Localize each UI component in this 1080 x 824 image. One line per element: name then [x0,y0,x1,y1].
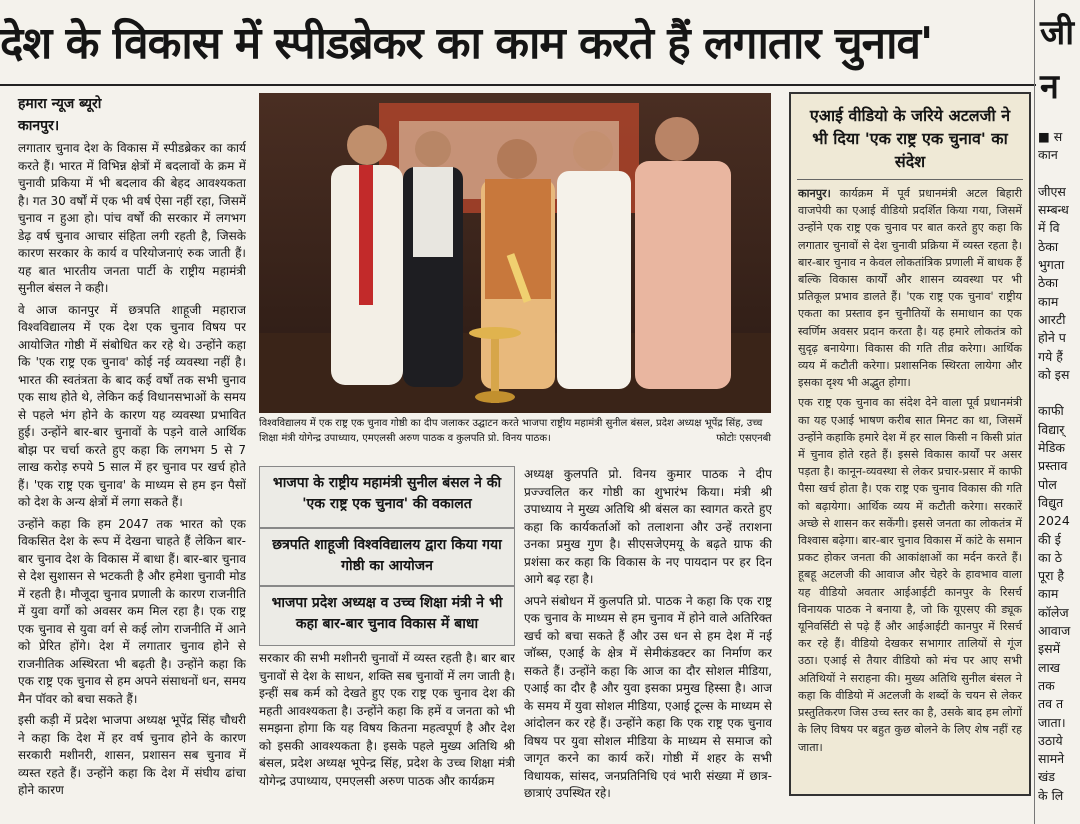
next-story-line: होने प [1038,330,1066,346]
highlight-2: छत्रपति शाहूजी विश्वविद्यालय द्वारा किया गया गोष्ठी का आयोजन [259,528,515,586]
next-headline: जी [1040,13,1075,53]
next-story-line: काम [1038,586,1059,602]
next-story-line: पोल [1038,476,1057,492]
left-paragraph: उन्होंने कहा कि हम 2047 तक भारत को एक विकसित देश के रूप में देखना चाहते हैं लेकिन बार-बार चुनाव देश के विकास में बाधा हैं। बार-बार चुनाव से देश सुशासन से भटकती है और हमेशा चुनावी मोड में रहती है। मौजूदा चुनाव प्रणाली के कारण राजनीति में युवा वर्गों को अवसर कम मिल रहा है। एक राष्ट्र एक चुनाव से युवा वर्ग से कई लोग राजनीति में आने को प्रेरित होंगे। देश में लगातार चुनाव होने से राजनीतिक अस्थिरता भी बढ़ती है। उन्होंने कहा कि एक राष्ट्र एक चुनाव से हम अपने संसाधनों धन, समय मैन पॉवर को बचा सकते हैं। [18,516,246,706]
column-divider [1034,0,1035,824]
next-story-line: गये हैं [1038,348,1063,364]
left-paragraph: इसी कड़ी में प्रदेश भाजपा अध्यक्ष भूपेंद्र सिंह चौधरी ने कहा कि देश में हर वर्ष चुनाव होने के कारण सरकारी मशीनरी, शासन, प्रशासन सब चुनाव में व्यस्त रहते हैं। उन्होंने कहा कि देश में संघीय ढांचा होने कारण [18,713,246,797]
right-paragraph: अपने संबोधन में कुलपति प्रो. पाठक ने कहा कि एक राष्ट्र एक चुनाव के माध्यम से हम चुनाव में होने वाले अतिरिक्त खर्च को बचा सकते हैं और उस धन से हम देश में नई जॉब्स, एआई के क्षेत्र में सेमीकंडक्टर का निर्माण कर सकते हैं। उन्होंने कहा कि आज का दौर सोशल मीडिया, एआई का दौर है और युवा इसका प्रमुख हिस्सा है। आज के समय में युवा सोशल मीडिया, एआई टूल्स के माध्यम से आंदोलन कर रहे हैं। उन्होंने कहा कि एक राष्ट्र एक चुनाव विषय पर युवा सोशल मीडिया के माध्यम से समाज को जागृत करने का कार्य करें। गोष्ठी में शहर के सभी विधायक, सांसद, जनप्रतिनिधि एवं भारी संख्या में छात्र-छात्राएं उपस्थित रहे। [524,593,772,800]
next-story-line: की ई [1038,531,1061,547]
next-story-line: खंड [1038,769,1055,785]
right-paragraph: अध्यक्ष कुलपति प्रो. विनय कुमार पाठक ने दीप प्रज्ज्वलित कर गोष्ठी का शुभारंभ किया। मंत्री श्री उपाध्याय ने मुख्य अतिथि श्री बंसल का स्वागत करते हुए कहा कि कार्यकर्ताओं को तलाशना और उन्हें तराशना उनका प्रमुख गुण है। सीएसजेएमयू के बढ़ते ग्राफ की प्रशंसा कर कहा कि विकास के नए पायदान पर हर दिन आगे बढ़ रहा है। [524,467,772,586]
next-story-line: कान [1038,147,1058,163]
photo-credit: फोटोः एसएनबी [716,433,771,444]
next-story-line: इसमें [1038,641,1061,657]
next-story-line: जीएस [1038,183,1066,199]
left-paragraph: लगातार चुनाव देश के विकास में स्पीडब्रेकर का कार्य करते हैं। भारत में विभिन्न क्षेत्रों में बदलावों के क्रम में चुनावी प्रकिया में भी बदलाव की बेहद आवश्यकता है। गत 30 वर्षों में एक भी वर्ष ऐसा नहीं रहा, जिसमें चुनाव न हुआ हो। पांच वर्षों की सरकार में लगभग डेढ़ वर्ष चुनाव आचार संहिता लगी रहती है, जिसके कारण सरकार के कार्य व परियोजनाएं रुक जाती हैं। यह बात भारतीय जनता पार्टी के राष्ट्रीय महामंत्री सुनील बंसल ने कही। [18,141,246,295]
next-story-line [1038,165,1080,183]
sidebar-text: कार्यक्रम में पूर्व प्रधानमंत्री अटल बिहारी वाजपेयी का एआई वीडियो प्रदर्शित किया गया, जिसमें उन्होंने एक राष्ट्र एक चुनाव पर बात करते हुए कहा कि लगातार चुनावों से देश चुनावी प्रक्रिया में व्यस्त रहता है। बार-बार चुनाव न केवल लोकतांत्रिक प्रणाली में बाधक हैं बल्कि विकास कार्यों और शासन व्यवस्था पर भी प्रतिकूल प्रभाव डालते हैं। 'एक राष्ट्र एक चुनाव' राष्ट्रीय एकता का प्रस्ताव इन चुनौतियों के समाधान का एक स्वर्णिम अवसर प्रदान करता है। यह हमारे लोकतंत्र को सुदृढ़ बनायेगा। विकास की गति तीव्र करेगा। आर्थिक व्यय में कटौती करेगा। प्रशासनिक स्थिरता लायेगा और इसका दृश्य भी अद्भुत होगा। [798,187,1022,390]
next-story-line: मेडिक [1038,440,1066,456]
next-story-line: उठाये [1038,732,1063,748]
highlight-1: भाजपा के राष्ट्रीय महामंत्री सुनील बंसल ने की 'एक राष्ट्र एक चुनाव' की वकालत [259,466,515,528]
next-story-line: सम्बन्ध [1038,202,1069,218]
next-story-line: जाता। [1038,714,1066,730]
sidebar-box [789,92,1031,796]
next-story-line: 2024 [1038,513,1070,529]
lamp-lighting-illustration [259,93,771,413]
byline: हमारा न्यूज ब्यूरो [18,96,102,112]
person-2 [403,131,463,387]
next-story-line: आवाज [1038,623,1071,639]
next-story-line: कॉलेज [1038,604,1069,620]
next-story-line: ठेका [1038,238,1059,254]
next-story-line: तक [1038,677,1055,693]
next-headline: न [1040,67,1059,107]
headline-divider [0,84,1036,86]
next-story-line: तव त [1038,696,1064,712]
sidebar-title: एआई वीडियो के जरिये अटलजी ने भी दिया 'एक राष्ट्र एक चुनाव' का संदेश [797,94,1023,180]
next-story-line: विद्युत [1038,494,1064,510]
event-photo [259,93,771,413]
next-story-column [1038,128,1080,824]
right-article-column [524,466,772,822]
next-story-line: में वि [1038,220,1060,236]
next-story-line: विद्यार् [1038,421,1065,437]
sidebar-paragraph [798,185,1022,391]
left-column [18,140,246,820]
next-story-line: को इस [1038,366,1070,382]
highlight-3: भाजपा प्रदेश अध्यक्ष व उच्च शिक्षा मंत्री ने भी कहा बार-बार चुनाव विकास में बाधा [259,586,515,646]
next-story-line: ■ स [1038,129,1063,144]
next-story-line: प्रस्ताव [1038,458,1068,474]
mid-paragraph: सरकार की सभी मशीनरी चुनावों में व्यस्त रहती है। बार बार चुनावों से देश के साधन, शक्ति सब चुनावों में लग जाती है। इन्हीं सब कर्म को देखते हुए एक राष्ट्र एक चुनाव देश की महती आवश्यकता है। उन्होंने कहा कि हमें व जनता को भी समझना होगा कि यह विषय कितना महत्वपूर्ण है और देश को इसकी आवश्यकता है। इसके पहले मुख्य अतिथि श्री बंसल, प्रदेश अध्यक्ष भूपेन्द्र सिंह, प्रदेश के उच्च शिक्षा मंत्री योगेन्द्र उपाध्याय, एमएलसी अरुण पाठक और कार्यक्रम [259,651,515,788]
next-story-line [1038,384,1080,402]
next-story-line: सामने [1038,751,1065,767]
left-paragraph: वे आज कानपुर में छत्रपति शाहूजी महाराज विश्वविद्यालय में एक देश एक चुनाव विषय पर आयोजित गोष्ठी में संबोधित कर रहे थे। उन्होंने कहा कि 'एक राष्ट्र एक चुनाव' कोई नई व्यवस्था नहीं है। भारत की स्वतंत्रता के बाद कई वर्षों तक सभी चुनाव एक साथ होते थे, लेकिन कई विधानसभाओं के समय से पहले भंग होने के कारण यह व्यवस्था प्रभावित हुई। उन्होंने बार-बार चुनावों के पड़ने वाले आर्थिक बोझ पर चर्चा करते हुए कहा कि लगभग 5 से 7 लाख करोड़ रुपये 5 साल में हर चुनाव पर खर्च होते हैं। 'एक राष्ट्र एक चुनाव' के माध्यम से हम इन पैसों को देश के अन्य क्षेत्रों में लगा सकते हैं। [18,302,246,509]
next-story-line: का ठे [1038,549,1063,565]
next-story-line: भुगता [1038,257,1065,273]
next-story-line: काम [1038,293,1059,309]
dateline: कानपुर। [18,118,60,134]
next-story-line: लाख [1038,659,1060,675]
next-story-line: ठेका [1038,275,1059,291]
mid-column [259,650,515,822]
next-story-line: काफी [1038,403,1064,419]
sidebar-paragraph: एक राष्ट्र एक चुनाव का संदेश देने वाला पूर्व प्रधानमंत्री का यह एआई भाषण करीब सात मिनट का था, जिसमें उन्होंने कहाकि हमारे देश में हर साल किसी न किसी प्रांत में चुनाव होते रहते हैं। इससे विकास कार्यों पर असर पड़ता है। कानून-व्यवस्था से लेकर प्रचार-प्रसार में काफी पैसा खर्च होता है। एक राष्ट्र एक चुनाव विकास की गति को बढ़ायेगा। आर्थिक व्यय में कटौती करेगा। सरकारें अच्छे से शासन कर सकेंगी। इससे जनता का लोकतंत्र में विश्वास बढ़ेगा। बार-बार चुनाव विकास में कांटे के समान प्रकट होकर जनता की आकांक्षाओं का मर्दन करते हैं। हूबहू अटलजी की आवाज और चेहरे के हावभाव वाला यह वीडियो अवतार आईआईटी कानपुर के रिसर्च विनायक पाठक ने बनाया है, जो कि यूएसए की ड्यूक यूनिवर्सिटी से पढ़े हैं और आईआईटी कानपुर में रिसर्च कर रहे हैं। वीडियो देखकर सभागार तालियों से गूंज उठा। एआई से तैयार वीडियो को मंच पर आए सभी अतिथियों ने सराहना की। मुख्य अतिथि सुनील बंसल ने कहा कि वीडियो में अटलजी के शब्दों के चयन से लेकर प्रस्तुतिकरण जिस उच्च स्तर का है, उसके बाद हम लोगों के लिए विषय पर बहुत कुछ बोलने के लिए शेष नहीं रह जाता। [798,396,1022,754]
caption-text: विश्वविद्यालय में एक राष्ट्र एक चुनाव गोष्ठी का दीप जलाकर उद्घाटन करते भाजपा राष्ट्रीय महामंत्री सुनील बंसल, प्रदेश अध्यक्ष भूपेंद्र सिंह, उच्च शिक्षा मंत्री योगेन्द्र उपाध्याय, एमएलसी अरुण पाठक व कुलपति प्रो. विनय पाठक। [259,418,763,444]
next-story-line: आरटी [1038,311,1066,327]
next-story-line: पूरा है [1038,568,1065,584]
headline: देश के विकास में स्पीडब्रेकर का काम करते हैं लगातार चुनाव' [0,18,933,69]
next-story-line: के लि [1038,787,1064,803]
sidebar-lead: कानपुर। [798,187,831,200]
photo-caption [259,416,771,446]
